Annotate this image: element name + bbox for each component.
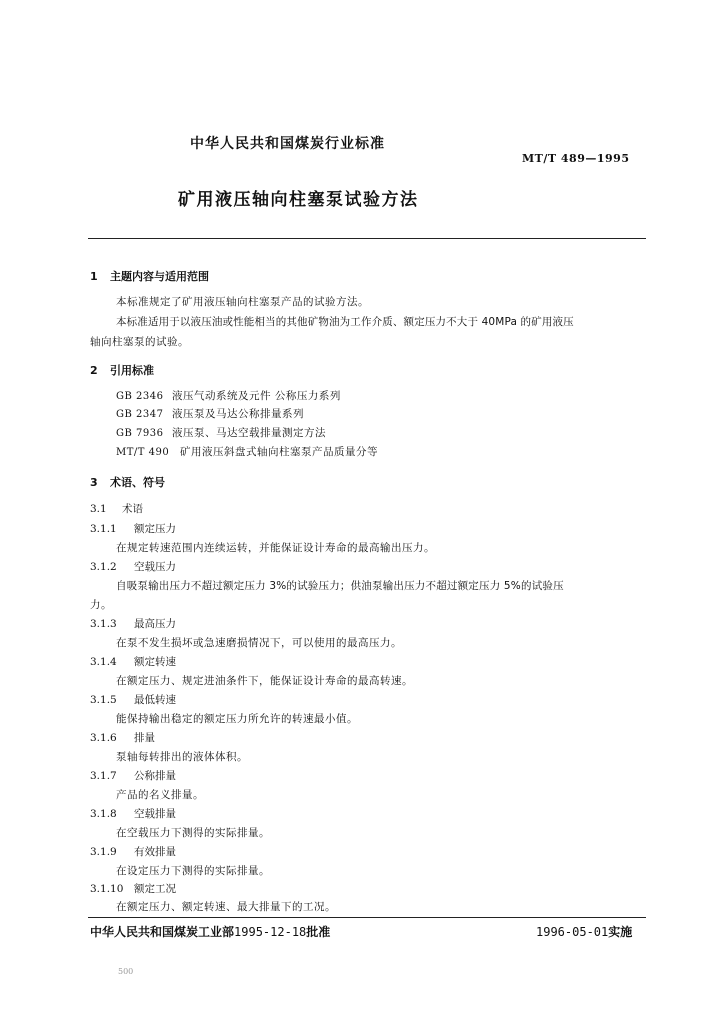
issue-date: 1995-12-18 (234, 925, 307, 939)
section-title: 术语、符号 (110, 476, 165, 489)
reference-item (116, 425, 326, 440)
term-number: 3.1.6 (90, 732, 117, 744)
term-heading (90, 616, 176, 631)
term-number: 3.1.4 (90, 656, 117, 668)
term-definition: 能保持输出稳定的额定压力所允许的转速最小值。 (116, 713, 358, 725)
term-definition: 泵轴每转排出的液体体积。 (116, 751, 248, 763)
section-number: 1 (90, 270, 98, 283)
term-number: 3.1.5 (90, 694, 117, 706)
page-number: 500 (118, 967, 134, 976)
term-definition: 自吸泵输出压力不超过额定压力 3%的试验压力；供油泵输出压力不超过额定压力 5%的试验压 (116, 580, 564, 592)
effective-label: 实施 (608, 925, 633, 939)
term-name: 有效排量 (134, 846, 176, 858)
reference-code: GB 7936 (116, 428, 164, 439)
term-definition: 在规定转速范围内连续运转，并能保证设计寿命的最高输出压力。 (116, 542, 435, 554)
term-name: 额定压力 (134, 523, 176, 535)
term-name: 最低转速 (134, 694, 176, 706)
document-title: 矿用液压轴向柱塞泵试验方法 (178, 190, 419, 210)
section-3-heading (90, 474, 165, 490)
subsection-3-1-heading (90, 501, 143, 516)
issue-label: 批准 (306, 925, 331, 939)
section-number: 2 (90, 364, 98, 377)
term-heading (90, 768, 176, 783)
subsection-title: 术语 (122, 503, 143, 515)
term-number: 3.1.8 (90, 808, 117, 820)
footer-divider (88, 917, 646, 918)
term-definition: 产品的名义排量。 (116, 789, 204, 801)
effective-line (536, 923, 632, 940)
section-1-para-2-line-2: 轴向柱塞泵的试验。 (90, 336, 189, 348)
term-definition: 在泵不发生损坏或急速磨损情况下，可以使用的最高压力。 (116, 637, 402, 649)
term-name: 排量 (134, 732, 155, 744)
term-heading (90, 881, 176, 896)
issuer-name: 中华人民共和国煤炭工业部 (90, 925, 235, 939)
term-heading (90, 806, 176, 821)
reference-title: 液压泵、马达空载排量测定方法 (172, 427, 326, 439)
section-2-heading (90, 362, 154, 378)
section-1-para-2-line-1: 本标准适用于以液压油或性能相当的其他矿物油为工作介质、额定压力不大于 40MPa 的矿用液压 (116, 316, 574, 328)
reference-title: 矿用液压斜盘式轴向柱塞泵产品质量分等 (180, 446, 378, 458)
term-definition: 在额定压力、额定转速、最大排量下的工况。 (116, 901, 336, 913)
reference-code: MT/T 490 (116, 447, 170, 458)
reference-title: 液压泵及马达公称排量系列 (172, 408, 304, 420)
standard-number: MT/T 489—1995 (522, 152, 630, 165)
term-name: 空载压力 (134, 561, 176, 573)
effective-date: 1996-05-01 (536, 925, 609, 939)
term-heading (90, 654, 176, 669)
term-definition: 在额定压力、规定进油条件下，能保证设计寿命的最高转速。 (116, 675, 413, 687)
term-heading (90, 559, 176, 574)
section-1-heading (90, 268, 209, 284)
reference-item (116, 406, 304, 421)
term-number: 3.1.1 (90, 523, 117, 535)
term-name: 额定工况 (134, 883, 176, 895)
term-definition: 在设定压力下测得的实际排量。 (116, 865, 270, 877)
term-definition: 在空载压力下测得的实际排量。 (116, 827, 270, 839)
term-number: 3.1.2 (90, 561, 117, 573)
term-heading (90, 730, 155, 745)
issuer-line (90, 923, 330, 940)
section-title: 主题内容与适用范围 (110, 270, 209, 283)
reference-title: 液压气动系统及元件 公称压力系列 (172, 390, 341, 402)
term-heading (90, 692, 176, 707)
term-number: 3.1.9 (90, 846, 117, 858)
reference-item (116, 388, 341, 403)
subsection-number: 3.1 (90, 503, 107, 515)
term-number: 3.1.10 (90, 883, 124, 895)
term-name: 最高压力 (134, 618, 176, 630)
header-divider (88, 238, 646, 239)
term-number: 3.1.7 (90, 770, 117, 782)
term-heading (90, 521, 176, 536)
reference-item (116, 444, 378, 459)
term-definition-continued: 力。 (90, 599, 112, 611)
reference-code: GB 2347 (116, 409, 164, 420)
term-name: 额定转速 (134, 656, 176, 668)
term-name: 公称排量 (134, 770, 176, 782)
term-number: 3.1.3 (90, 618, 117, 630)
org-title: 中华人民共和国煤炭行业标准 (190, 136, 385, 152)
section-1-para-1: 本标准规定了矿用液压轴向柱塞泵产品的试验方法。 (116, 296, 369, 308)
term-heading (90, 844, 176, 859)
reference-code: GB 2346 (116, 391, 164, 402)
term-name: 空载排量 (134, 808, 176, 820)
section-title: 引用标准 (110, 364, 154, 377)
section-number: 3 (90, 476, 98, 489)
